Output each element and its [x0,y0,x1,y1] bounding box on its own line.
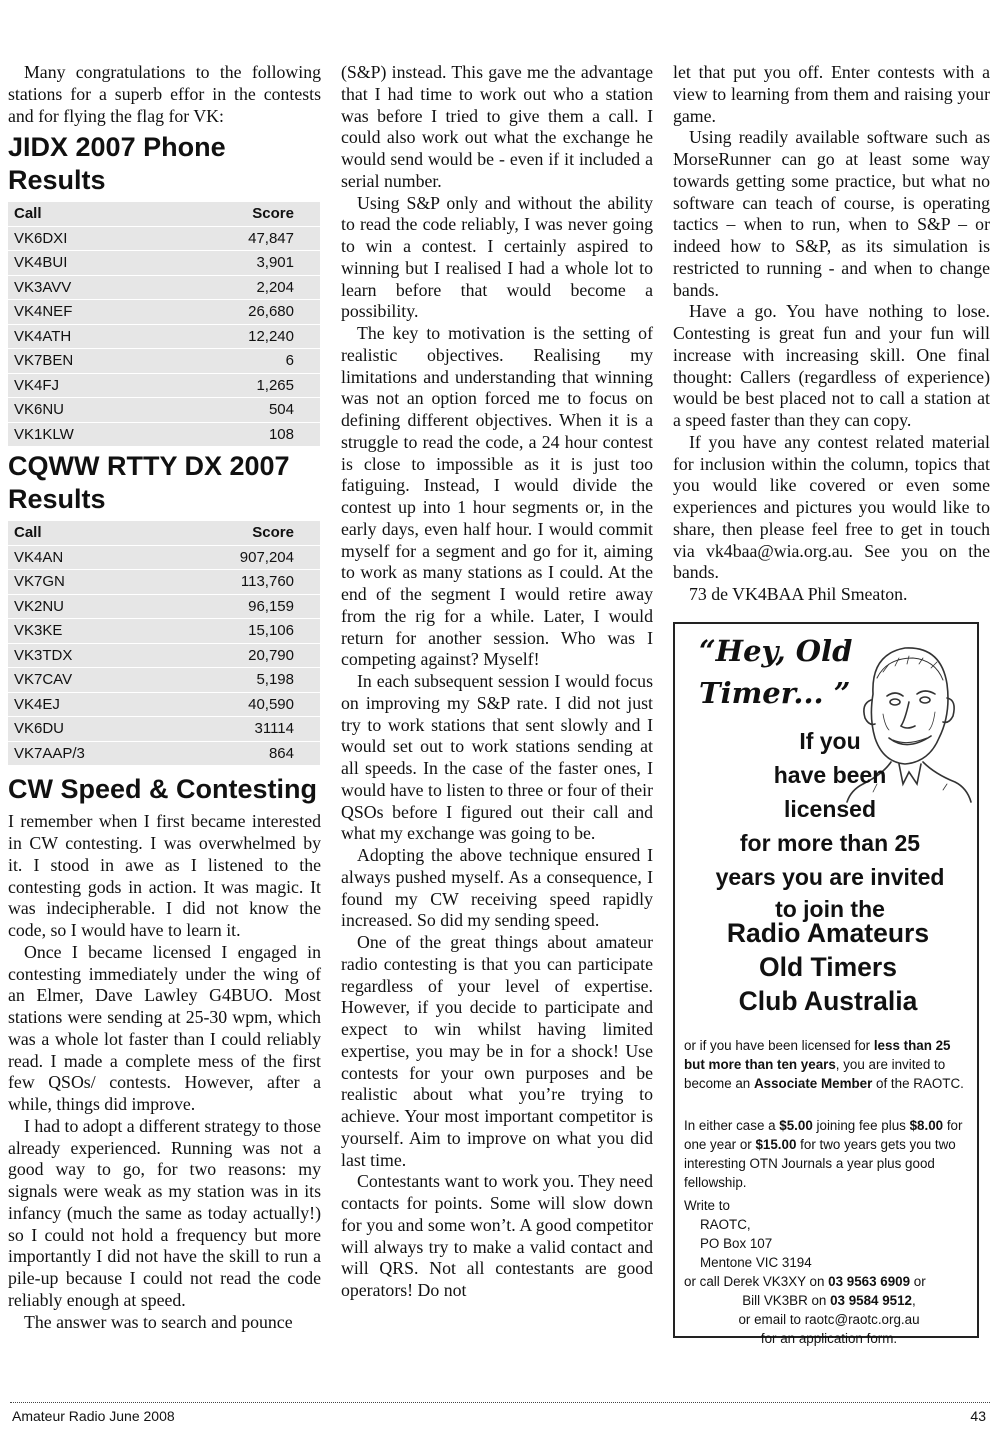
table-row [8,398,320,423]
score-cell: 113,760 [161,570,320,595]
article-paragraph: If you have any contest related material for inclusion within the column, topics that you would like covered or even some experiences and pictures you would like to share, then please feel free to get in touch via vk4baa@wia.org.au. See you on the bands. [673,431,990,583]
column-header-score: Score [252,205,294,223]
article-paragraph: The key to motivation is the setting of realistic objectives. Realising my limitations and understanding that winning was not an option forced me to focus on defining different objectives. When it is a struggle to read the code, a 24 hour contest is close to impossible as it is just too fatiguing. Instead, I would divide the contest up into 1 hour segments or, in the early days, even half hour. I would commit myself for a segment and go for it, aiming to work as many stations as I could. At the end of the segment I would retire away from the rig for a while. Later, I would return for another session. Who was I competing against? Myself! [341,323,653,670]
ad-line: for more than 25 [739,829,921,856]
score-cell: 3,901 [158,251,320,276]
score-cell: 12,240 [158,324,320,349]
address-line: RAOTC, [700,1216,751,1232]
table-row [8,570,320,595]
call-cell: VK4ATH [8,324,158,349]
table-row [8,275,320,300]
intro-paragraph: Many congratulations to the following stations for a superb effor in the contests and for flying the flag for VK: [8,62,321,126]
phone-line: Bill VK3BR on 03 9584 9512, [742,1292,916,1308]
column-header-call: Call [14,524,42,542]
table-row [8,668,320,693]
cqww-table-body [8,545,320,765]
article-paragraph: Adopting the above technique ensured I always pushed myself. As a consequence, I found my CW receiving speed rapidly increased. So did my sending speed. [341,845,653,931]
article-paragraph: Once I became licensed I engaged in contesting immediately under the wing of an Elmer, Dave Lawley G4BUO. Most stations were sending at 25-30 wpm, which was a whole lot faster than I could reliably read. I made a complete mess of the first few QSOs/ contests. However, after a while, things did improve. [8,941,321,1114]
article-paragraph: Have a go. You have nothing to lose. Contesting is great fun and your fun will increase with increasing skill. One final thought: Callers (regardless of experience) would be best placed not to call a station at a speed faster than they can copy. [673,301,990,430]
score-cell: 864 [161,741,320,765]
table-row [8,545,320,570]
call-cell: VK4FJ [8,373,158,398]
score-cell: 2,204 [158,275,320,300]
table-row [8,324,320,349]
table-row [8,349,320,374]
jidx-table-body [8,226,320,446]
phone-line: or call Derek VK3XY on 03 9563 6909 or [684,1273,926,1289]
table-row [8,251,320,276]
article-paragraph: Contestants want to work you. They need contacts for points. Some will slow down for you and some won’t. A good competitor will always try to make a valid contact and will QRS. Not all contestants are good operators! Do not [341,1171,653,1300]
table-row [8,300,320,325]
jidx-results-table [8,202,320,446]
article-paragraph: (S&P) instead. This gave me the advantage that I had time to work out who a station was before I tried to give them a call. I could also work out what the exchange he would send would be - even if it included a serial number. [341,62,653,191]
score-cell: 20,790 [161,643,320,668]
write-to-label: Write to [684,1197,730,1213]
call-cell: VK7GN [8,570,161,595]
table-row [8,594,320,619]
score-cell: 108 [158,422,320,446]
call-cell: VK4EJ [8,692,161,717]
article-paragraph: Using S&P only and without the ability to read the code reliably, I was never going to win a contest. I certainly aspired to winning but I realised I had a whole lot to learn before that would become a possibility. [341,192,653,322]
form-line: for an application form. [760,1330,898,1346]
ad-line: years you are invited [715,863,945,890]
call-cell: VK3AVV [8,275,158,300]
call-cell: VK1KLW [8,422,158,446]
signoff: 73 de VK4BAA Phil Smeaton. [689,584,908,604]
call-cell: VK6DXI [8,226,158,251]
call-cell: VK7CAV [8,668,161,693]
footer-divider [10,1402,990,1403]
score-cell: 40,590 [161,692,320,717]
call-cell: VK7BEN [8,349,158,374]
table-row [8,619,320,644]
ad-organisation-name [679,916,977,1018]
jidx-heading: JIDX 2007 Phone Results [8,132,226,196]
score-cell: 6 [158,349,320,374]
page-number: 43 [970,1408,986,1424]
article-paragraph: I remember when I first became interested in CW contesting. I was overwhelmed by it. I stood in awe as I listened to the contesting gods in action. It was magic. It was indecipherable. I did not know the code, so I would have to learn it. [8,811,321,940]
score-cell: 96,159 [161,594,320,619]
table-row [8,373,320,398]
column-1 [8,62,321,1333]
ad-associate-text: or if you have been licensed for less than 25 but more than ten years, you are invited to become an Associate Member of the RAOTC. [684,1037,964,1091]
score-cell: 5,198 [161,668,320,693]
cw-speed-heading: CW Speed & Contesting [8,774,317,805]
cqww-results-table [8,521,320,765]
column-3 [673,62,990,1346]
call-cell: VK4AN [8,545,161,570]
ad-line: licensed [783,795,877,822]
org-line: Radio Amateurs [726,917,930,948]
address-line: Mentone VIC 3194 [700,1254,812,1270]
call-cell: VK7AAP/3 [8,741,161,765]
score-cell: 15,106 [161,619,320,644]
article-paragraph: I had to adopt a different strategy to those already experienced. Running was not a good way to go, for two reasons: my signals were weak as my station was in its infancy (much the same as today actually!) so I could not hold a frequency but more importantly I did not have the skill to run a pile-up because I could not read the code reliably enough at speed. [8,1115,321,1310]
call-cell: VK3KE [8,619,161,644]
ad-fees-text: In either case a $5.00 joining fee plus $8.00 for one year or $15.00 for two years gets you two interesting OTN Journals a year plus good fellowship. [684,1117,963,1190]
call-cell: VK4NEF [8,300,158,325]
ad-title: “Hey, Old Timer... ” [699,633,853,710]
ad-line: have been [773,761,887,788]
column-2 [341,62,653,1302]
ad-line: If you [799,727,861,754]
table-row [8,717,320,742]
score-cell: 47,847 [158,226,320,251]
address-line: PO Box 107 [700,1235,773,1251]
score-cell: 31114 [161,717,320,742]
article-paragraph: The answer was to search and pounce [24,1311,293,1332]
org-line: Old Timers [759,951,897,982]
column-header-call: Call [14,205,42,223]
table-row [8,692,320,717]
call-cell: VK3TDX [8,643,161,668]
score-cell: 907,204 [161,545,320,570]
call-cell: VK6NU [8,398,158,423]
org-line: Club Australia [738,985,918,1016]
article-paragraph: One of the great things about amateur radio contesting is that you can participate regardless of your level of expertise. However, if you decide to participate and expect to win whilst having limited expertise, you may be in for a shock! Use contests for your own purposes and be realistic about what you’re trying to achieve. Your most important competitor is yourself. Aim to improve on what you did last time. [341,932,653,1170]
call-cell: VK6DU [8,717,161,742]
cqww-heading: CQWW RTTY DX 2007 Results [8,451,290,515]
table-row [8,422,320,446]
score-cell: 1,265 [158,373,320,398]
footer-publication: Amateur Radio June 2008 [12,1408,175,1424]
article-paragraph: let that put you off. Enter contests with a view to learning from them and raising your game. [673,62,990,126]
email-line: or email to raotc@raotc.org.au [738,1311,920,1327]
column-header-score: Score [252,524,294,542]
table-row [8,226,320,251]
table-row [8,643,320,668]
call-cell: VK2NU [8,594,161,619]
raotc-advertisement [673,622,979,1346]
ad-line: to join the [775,895,885,922]
article-paragraph: Using readily available software such as MorseRunner can go at least some way towards getting some practice, but what no software can teach of course, is operating tactics – when to run, when to S&P – or indeed how to S&P, as its simulation is restricted to running - and when to change bands. [673,127,990,300]
call-cell: VK4BUI [8,251,158,276]
article-paragraph: In each subsequent session I would focus on improving my S&P rate. I did not just try to work stations that sent slowly and I would set out to work stations sending at all speeds. In the case of the faster ones, I would have to listen to three or four of their QSOs before I figured out their call and what my exchange was going to be. [341,671,653,844]
ad-contact [684,1196,974,1348]
table-row [8,741,320,765]
score-cell: 26,680 [158,300,320,325]
score-cell: 504 [158,398,320,423]
